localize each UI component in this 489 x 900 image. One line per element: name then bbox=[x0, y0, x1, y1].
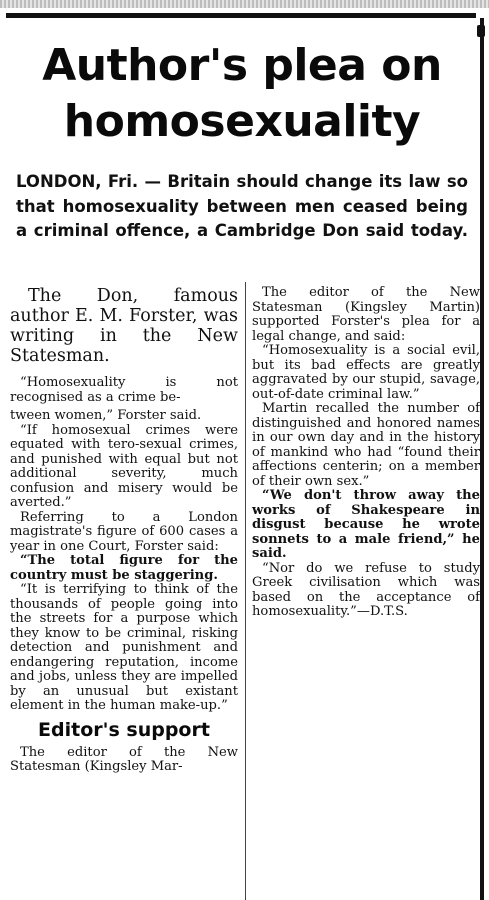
body-paragraph: Martin recalled the number of distinguished and honored names in our own day and in the history of mankind who had “found their affections centerin; on a member of their own sex.” bbox=[252, 401, 480, 489]
lede-paragraph: LONDON, Fri. — Britain should change its law so that homosexuality between men ceased being a criminal offence, a Cambridge Don said today. bbox=[16, 172, 468, 240]
rule-mark bbox=[477, 25, 485, 37]
body-paragraph: The editor of the New Statesman (Kingsley Mar- bbox=[10, 744, 238, 774]
body-paragraph: The editor of the New Statesman (Kingsley Martin) supported Forster's plea for a legal change, and said: bbox=[252, 285, 480, 344]
subheading: Editor's support bbox=[38, 718, 210, 741]
left-column bbox=[10, 286, 238, 775]
top-rule bbox=[6, 13, 476, 18]
intro-paragraph: The Don, famous author E. M. Forster, was writing in the New Statesman. bbox=[10, 286, 238, 366]
body-paragraph: “Homosexuality is a social evil, but its bad effects are greatly aggravated by our stupid, savage, out-of-date criminal law.” bbox=[252, 343, 480, 402]
body-paragraph: tween women,” Forster said. bbox=[10, 408, 202, 423]
headline: Author's plea on homosexuality bbox=[42, 40, 442, 147]
body-paragraph: Referring to a London magistrate's figure of 600 cases a year in one Court, Forster said: bbox=[10, 509, 238, 554]
right-column bbox=[252, 286, 480, 620]
body-paragraph: “Homosexuality is not recognised as a crime be- bbox=[10, 375, 238, 405]
body-paragraph: “If homosexual crimes were equated with tero-sexual crimes, and punished with equal but not additional severity, much confusion and misery would be averted.” bbox=[10, 422, 238, 510]
body-paragraph: “Nor do we refuse to study Greek civilisation which was based on the acceptance of homosexuality.”—D.T.S. bbox=[252, 560, 480, 619]
scan-edge-strip bbox=[0, 0, 489, 8]
quote-paragraph-bold: “The total figure for the country must be staggering. bbox=[10, 553, 238, 583]
right-column-rule bbox=[480, 18, 484, 900]
quote-paragraph-bold: “We don't throw away the works of Shakespeare in disgust because he wrote sonnets to a male friend,” he said. bbox=[252, 488, 480, 561]
column-divider bbox=[245, 282, 246, 900]
body-paragraph: “It is terrifying to think of the thousands of people going into the streets for a purpose which they know to be criminal, risking detection and punishment and endangering reputation, income and jobs, unless they are impelled by an unusual but existant element in the human make-up.” bbox=[10, 582, 238, 713]
